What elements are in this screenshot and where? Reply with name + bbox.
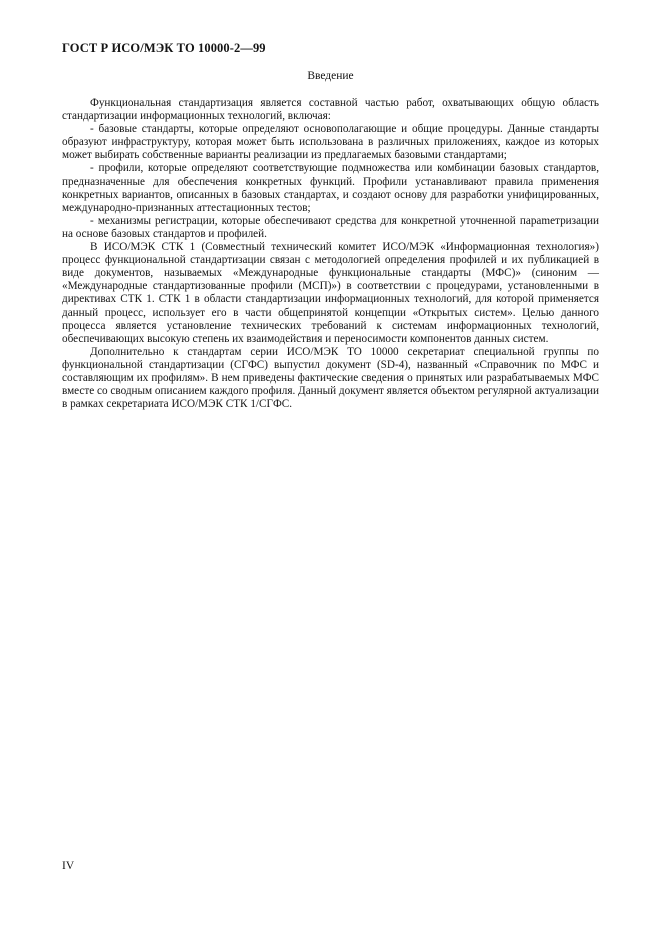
section-title: Введение <box>307 70 354 82</box>
list-item-profiles: - профили, которые определяют соответствующие подмножества или комбинации базовых стандартов, предназначенные для обеспечения конкретных функций. Профили устанавливают правила применения конкретных вариантов, описанных в базовых стандартах, и создают основу для разработки унифицированных, международно-признанных аттестационных тестов; <box>62 162 599 214</box>
list-item-registration: - механизмы регистрации, которые обеспечивают средства для конкретной уточненной параmетризации на основе базовых стандартов и профилей. <box>62 214 599 240</box>
paragraph-sgfs: Дополнительно к стандартам серии ИСО/МЭК ТО 10000 секретариат специальной группы по функциональной стандартизации (СГФС) выпустил документ (SD-4), названный «Справочник по МФС и составляющим их профилям». В нем приведены фактические сведения о принятых или разрабатываемых МФС вместе со сводным описанием каждого профиля. Данный документ является объектом регулярной актуализации в рамках секретариата ИСО/МЭК СТК 1/СГФС. <box>62 345 599 411</box>
page-number: IV <box>62 860 75 872</box>
body-text <box>62 97 599 411</box>
paragraph-jtc1: В ИСО/МЭК СТК 1 (Совместный технический комитет ИСО/МЭК «Информационная технология») процесс функциональной стандартизации связан с методологией определения профилей и их публикацией в виде документов, называемых «Международные функциональные стандарты (МФС)» (синоним — «Международные стандартизованные профили (МСП)») в соответствии с процедурами, установленными в директивах СТК 1. СТК 1 в области стандартизации информационных технологий, для которой применяется данный процесс, использует его в части общепринятой концепции «Открытых систем». Целью данного процесса является установление технических требований к системам информационных технологий, обеспечивающих высокую степень их взаимодействия и переносимости компонентов данных систем. <box>62 241 599 345</box>
paragraph-intro: Функциональная стандартизация является составной частью работ, охватывающих общую область стандартизации информационных технологий, включая: <box>62 97 599 123</box>
document-header: ГОСТ Р ИСО/МЭК ТО 10000-2—99 <box>62 41 266 55</box>
list-item-base-standards: - базовые стандарты, которые определяют основополагающие и общие процедуры. Данные стандарты образуют инфраструктуру, которая может быть использована в различных приложениях, каждое из которых может выбирать собственные варианты реализации из предлагаемых базовыми стандартами; <box>62 123 599 162</box>
